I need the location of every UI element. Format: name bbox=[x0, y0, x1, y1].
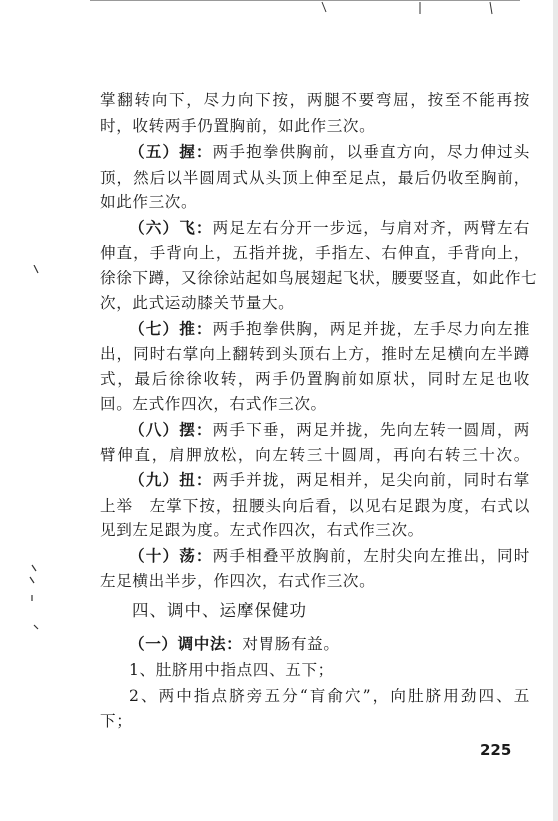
text-line bbox=[129, 218, 530, 238]
text-line: 上举 左掌下按，扭腰头向后看，以见右足跟为度，右式以 bbox=[100, 497, 530, 515]
text-line bbox=[129, 142, 530, 162]
page-number: 225 bbox=[480, 741, 512, 759]
item-text: 两手并拢，两足相并，足尖向前，同时右掌 bbox=[212, 471, 530, 489]
text-line: 见到左足跟为度。左式作四次，右式作三次。 bbox=[100, 521, 424, 539]
text-line bbox=[129, 546, 530, 566]
text-line: 徐徐下蹲，又徐徐站起如鸟展翅起飞状，腰要竖直，如此作七 bbox=[100, 269, 538, 287]
section-heading: 四、调中、运摩保健功 bbox=[132, 601, 307, 620]
text-line: 时，收转两手仍置胸前，如此作三次。 bbox=[100, 117, 376, 135]
item-text: 对胃肠有益。 bbox=[242, 635, 340, 653]
text-line: 如此作三次。 bbox=[100, 193, 198, 211]
item-text: 两手抱拳供胸，两足并拢，左手尽力向左推 bbox=[212, 320, 530, 338]
item-title: （五）握： bbox=[129, 142, 213, 161]
text-line: 掌翻转向下，尽力向下按，两腿不要弯屈，按至不能再按 bbox=[100, 91, 530, 109]
text-line bbox=[129, 470, 530, 490]
item-text: 两手抱拳供胸前，以垂直方向，尽力伸过头 bbox=[212, 143, 530, 161]
item-title: （十）荡： bbox=[129, 546, 213, 565]
text-line: 臂伸直，肩胛放松，向左转三十圆周，再向右转三十次。 bbox=[100, 446, 530, 464]
item-title: （八）摆： bbox=[129, 420, 213, 439]
text-line bbox=[129, 319, 530, 339]
item-title: （一）调中法： bbox=[129, 634, 243, 653]
text-line: 回。左式作四次，右式作三次。 bbox=[100, 395, 327, 413]
item-text: 两手下垂，两足并拢，先向左转一圆周，两 bbox=[212, 421, 530, 439]
item-title: （七）推： bbox=[129, 319, 213, 338]
top-scan-artifacts bbox=[90, 0, 550, 16]
text-line bbox=[129, 634, 530, 654]
text-line: 伸直，手背向上，五指并拢，手指左、右伸直，手背向上， bbox=[100, 244, 530, 262]
item-title: （九）扭： bbox=[129, 470, 213, 489]
item-text: 两手相叠平放胸前，左肘尖向左推出，同时 bbox=[212, 547, 530, 565]
text-line: 顶，然后以半圆周式从头顶上伸至足点，最后仍收至胸前， bbox=[100, 169, 530, 187]
text-line: 出，同时右掌向上翻转到头顶右上方，推时左足横向左半蹲 bbox=[100, 345, 530, 363]
text-line: 1、肚脐用中指点四、五下； bbox=[129, 661, 334, 679]
text-line bbox=[129, 420, 530, 440]
margin-marks bbox=[20, 265, 40, 635]
page-edge-shadow bbox=[553, 0, 558, 821]
item-title: （六）飞： bbox=[129, 218, 213, 237]
item-text: 两足左右分开一步远，与肩对齐，两臂左右 bbox=[212, 219, 530, 237]
text-line: 下； bbox=[100, 712, 133, 730]
text-line: 次，此式运动膝关节量大。 bbox=[100, 294, 295, 312]
text-line: 式，最后徐徐收转，两手仍置胸前如原状，同时左足也收 bbox=[100, 370, 530, 388]
text-line: 左足横出半步，作四次，右式作三次。 bbox=[100, 572, 376, 590]
text-line: 2、两中指点脐旁五分“肓俞穴”，向肚脐用劲四、五 bbox=[129, 687, 530, 705]
